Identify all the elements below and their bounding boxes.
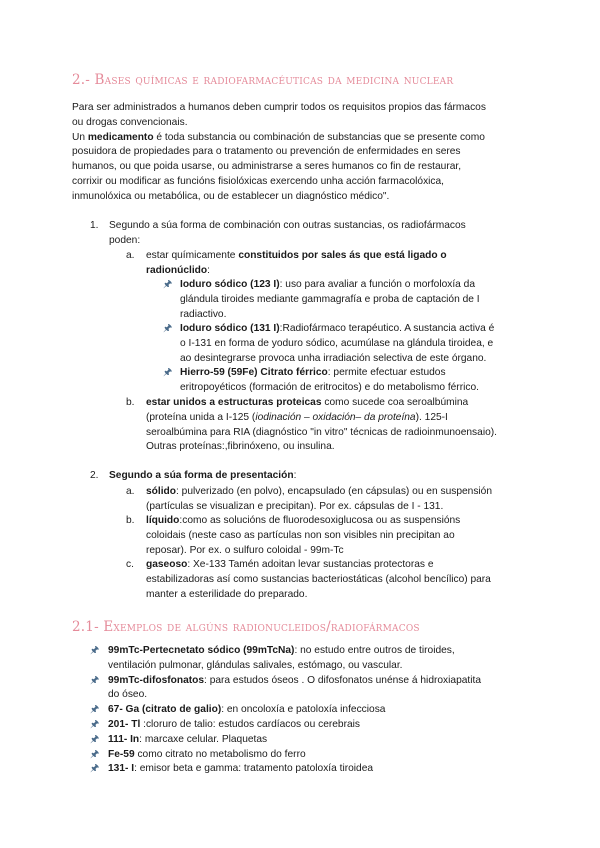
list-item — [90, 644, 530, 674]
list-item — [126, 396, 546, 455]
text-line: o I-131 en forma de yoduro sódico, acumúlase na glándula tiroidea, e — [180, 337, 494, 349]
text-line: do óseo. — [108, 689, 148, 701]
list-item — [90, 219, 540, 249]
text-line — [108, 762, 530, 777]
text-line: coloidais (neste caso as partículas non son visibles nin precipitan ao — [146, 529, 455, 541]
pin-icon: 🖈 — [90, 645, 100, 656]
text-line: estabilizadoras así como sustancias bacteriostáticas (alcohol bencílico) para — [146, 573, 491, 585]
text-line — [146, 249, 536, 264]
text-line — [108, 733, 530, 748]
text: :cloruro de talio: estudos cardíacos ou cerebrais — [140, 718, 360, 730]
pin-icon: 🖈 — [90, 748, 100, 760]
text: : pulverizado (en polvo), encapsulado (en cápsulas) ou en suspensión — [176, 486, 493, 497]
text: : en oncoloxía e patoloxía infecciosa — [221, 704, 386, 716]
text: :como as solucións de fluorodesoxiglucosa ou as suspensións — [179, 515, 461, 526]
text-line: radiactivo. — [180, 308, 227, 320]
text-line — [72, 131, 532, 146]
list-marker: b. — [126, 515, 135, 526]
list-item — [163, 322, 543, 366]
text-line — [146, 396, 546, 411]
text-line: Para ser administrados a humanos deben cumprir todos os requisitos propios das fármacos — [72, 102, 486, 113]
pin-icon: 🖈 — [90, 763, 100, 775]
list-marker: 2. — [90, 470, 99, 481]
text: como sucede coa seroalbúmina — [324, 397, 469, 408]
bold-text: 99mTc-Pertecnetato sódico (99mTcNa) — [108, 645, 295, 656]
list-item — [126, 485, 546, 515]
bold-text: radionúclido — [146, 264, 208, 276]
bold-text: gaseoso — [146, 559, 188, 570]
bold-text: 111- In — [108, 733, 140, 745]
bold-text: Ioduro sódico (131 I) — [180, 323, 280, 334]
list-marker: a. — [126, 250, 135, 261]
bold-text: 67- Ga (citrato de galio) — [108, 704, 222, 716]
term-medicamento: medicamento — [87, 131, 154, 143]
list-item — [126, 514, 546, 558]
text: : — [293, 470, 297, 481]
text: ). 125-I — [415, 411, 448, 423]
list-marker: c. — [126, 559, 134, 570]
text-line: poden: — [109, 234, 141, 246]
bold-text: sólido — [146, 486, 176, 497]
text-line — [108, 674, 530, 689]
list-item — [126, 249, 536, 279]
text-line: Outras proteínas:,fibrinóxeno, ou insulina. — [146, 441, 335, 453]
text-line: inmunolóxica ou metabólica, ou de establecer un diagnóstico médico". — [72, 190, 390, 202]
pin-icon: 🖈 — [90, 733, 100, 745]
text-line — [180, 278, 543, 293]
text: : Xe-133 Tamén adoitan levar sustancias protectoras e — [187, 559, 434, 570]
text-line: reposar). Por ex. o sulfuro coloidal - 99m-Tc — [146, 544, 344, 556]
text-line: glándula tiroides mediante gammagrafía e proba de captación de I — [180, 293, 480, 305]
bold-text: 99mTc-difosfonatos — [108, 674, 205, 686]
pin-icon: 🖈 — [90, 704, 100, 716]
section-heading: 2.1- Exemplos de algúns radionucleidos/radiofármacos — [72, 619, 420, 635]
list-item — [90, 674, 530, 704]
text-line — [146, 485, 546, 500]
text-line: ventilación pulmonar, glándulas salivales, estómago, ou vascular. — [108, 659, 403, 671]
list-item — [90, 718, 530, 733]
pin-icon: 🖈 — [163, 279, 173, 290]
bold-text: constituidos por sales ás que está ligado o — [238, 250, 447, 261]
examples-list — [90, 644, 530, 777]
pin-icon: 🖈 — [90, 718, 100, 730]
text: é toda substancia ou combinación de substancias que se presente como — [156, 131, 485, 143]
text-line: posuidora de propiedades para o tratamento ou prevención de enfermidades en seres — [72, 146, 461, 158]
list-marker: 1. — [90, 220, 99, 231]
text: : para estudos óseos . O difosfonatos unénse á hidroxiapatita — [204, 674, 481, 686]
list-marker: b. — [126, 397, 135, 408]
text-line: Segundo a súa forma de combinación con outras sustancias, os radiofármacos — [109, 220, 466, 231]
text: como citrato no metabolismo do ferro — [134, 748, 306, 760]
text-line — [109, 469, 540, 484]
text-line: humanos, ou que poida usarse, ou administrarse a seres humanos co fin de restaurar, — [72, 161, 462, 173]
bold-text: Segundo a súa forma de presentación — [109, 470, 294, 481]
list-item — [90, 733, 530, 748]
bold-text: Fe-59 — [108, 748, 135, 760]
text-line: (partículas se visualizan e precipitan). Por ex. cápsulas de I - 131. — [146, 500, 444, 512]
text: :Radiofármaco terapéutico. A sustancia activa é — [279, 323, 495, 334]
text-line: manter a esterilidade do preparado. — [146, 588, 308, 600]
text-line: eritropoyéticos (formación de eritrocitos) e do metabolismo férrico. — [180, 381, 479, 393]
text-line: seroalbúmina para RIA (diagnóstico "in vitro" técnicas de radioinmunoensaio). — [146, 426, 497, 438]
section-heading: 2.- Bases químicas e radiofarmacéuticas da medicina nuclear — [72, 72, 454, 88]
text: : — [207, 264, 210, 276]
pin-icon: 🖈 — [90, 674, 100, 686]
text-line — [108, 644, 530, 659]
pin-icon: 🖈 — [163, 367, 173, 378]
text: : no estudo entre outros de tiroides, — [294, 645, 455, 656]
pin-icon: 🖈 — [163, 323, 173, 334]
text-line — [108, 748, 530, 763]
text: estar químicamente — [146, 250, 236, 261]
bold-text: estar unidos a estructuras proteicas — [146, 397, 322, 408]
text-line — [108, 703, 530, 718]
list-item — [90, 469, 540, 484]
italic-text: iodinación – oxidación– da proteína — [255, 411, 416, 423]
list-item — [90, 703, 530, 718]
list-marker: a. — [126, 486, 135, 497]
text-line — [146, 264, 536, 279]
text-line — [180, 322, 543, 337]
text: (proteína unida a I-125 ( — [146, 411, 256, 423]
text-line: ao desintegrarse provoca unha irradiación selectiva de este órgano. — [180, 352, 487, 364]
text-line: ou drogas convencionais. — [72, 116, 188, 128]
bold-text: 201- Tl — [108, 718, 141, 730]
intro-paragraph — [72, 101, 532, 205]
list-item — [163, 278, 543, 322]
bold-text: líquido — [146, 515, 180, 526]
text-line — [180, 366, 543, 381]
text-line — [146, 514, 546, 529]
bold-text: 131- I — [108, 763, 135, 775]
text-line: corrixir ou modificar as funcións fisiolóxicas exercendo unha acción farmacolóxica, — [72, 175, 445, 187]
text: : emisor beta e gamma: tratamento patoloxía tiroidea — [134, 763, 374, 775]
text-line — [146, 558, 546, 573]
list-item — [126, 558, 546, 602]
list-item — [163, 366, 543, 396]
text-line — [146, 411, 546, 426]
list-item — [90, 748, 530, 763]
text-line — [108, 718, 530, 733]
text: : marcaxe celular. Plaquetas — [139, 733, 268, 745]
text: Un — [72, 131, 86, 143]
bold-text: Ioduro sódico (123 I) — [180, 279, 280, 290]
text: : uso para avaliar a función o morfoloxía da — [279, 279, 475, 290]
text: : permite efectuar estudos — [327, 367, 446, 378]
list-item — [90, 762, 530, 777]
bold-text: Hierro-59 (59Fe) Citrato férrico — [180, 367, 328, 378]
